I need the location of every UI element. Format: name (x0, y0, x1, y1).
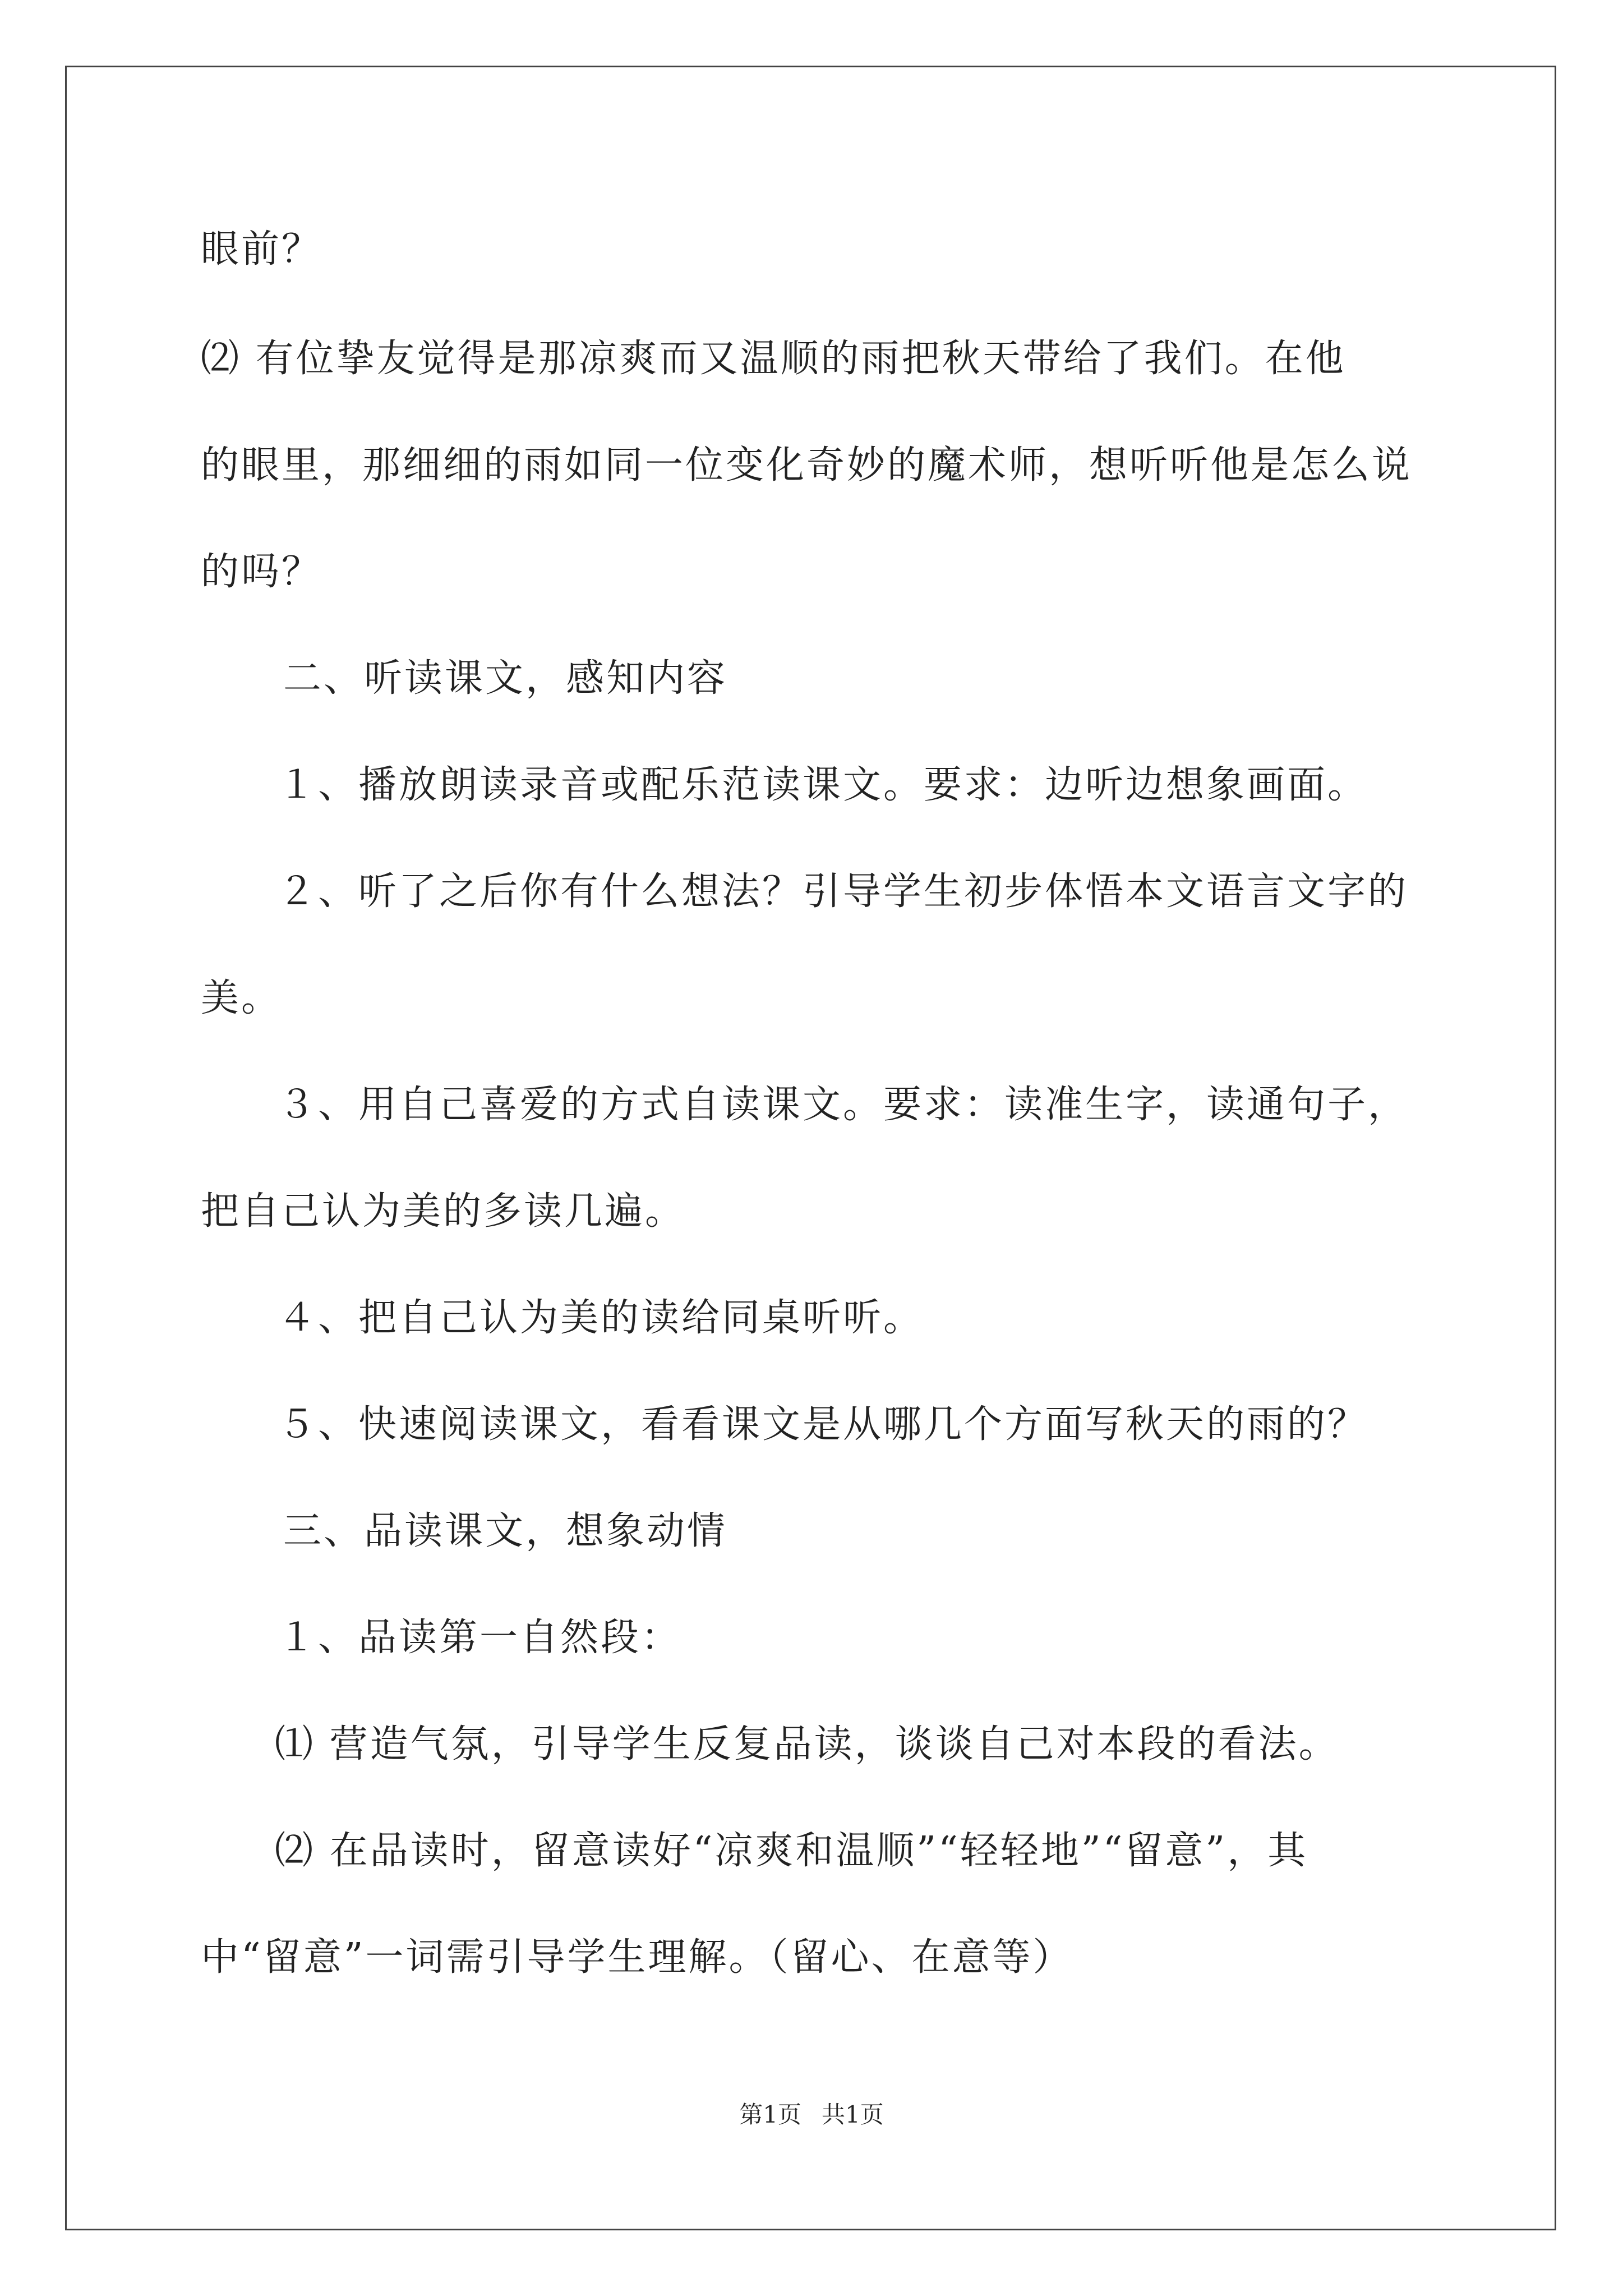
text-line: 中“留意”一词需引导学生理解。（留心、在意等） (201, 1935, 1073, 1980)
list-item: ２、听了之后你有什么想法？引导学生初步体悟本文语言文字的 (278, 869, 1409, 914)
list-item: １、播放朗读录音或配乐范读课文。要求：边听边想象画面。 (278, 763, 1368, 807)
section-heading: 三、品读课文，想象动情 (283, 1509, 728, 1553)
text-line: ⑵ 有位挚友觉得是那凉爽而又温顺的雨把秋天带给了我们。在他 (201, 337, 1346, 381)
page-footer (0, 2098, 1623, 2132)
section-heading: 二、听读课文，感知内容 (283, 656, 728, 701)
text-line: 的吗？ (201, 550, 322, 594)
list-item: １、品读第一自然段： (278, 1616, 682, 1660)
list-item: ５、快速阅读课文，看看课文是从哪几个方面写秋天的雨的？ (278, 1402, 1368, 1447)
text-line: 把自己认为美的多读几遍。 (201, 1189, 686, 1234)
page-total: 共1页 (822, 2101, 884, 2128)
page-border (65, 66, 1556, 2230)
list-item: ４、把自己认为美的读给同桌听听。 (278, 1296, 924, 1340)
list-item: ⑴ 营造气氛，引导学生反复品读，谈谈自己对本段的看法。 (275, 1722, 1339, 1766)
text-line: 美。 (201, 976, 282, 1020)
text-line: 眼前？ (201, 227, 322, 272)
list-item: ３、用自己喜爱的方式自读课文。要求：读准生字，读通句子， (278, 1083, 1409, 1127)
text-line: 的眼里，那细细的雨如同一位变化奇妙的魔术师，想听听他是怎么说 (201, 443, 1413, 487)
list-item: ⑵ 在品读时，留意读好“凉爽和温顺”“轻轻地”“留意”，其 (275, 1829, 1308, 1873)
page-number: 第1页 (739, 2101, 801, 2128)
